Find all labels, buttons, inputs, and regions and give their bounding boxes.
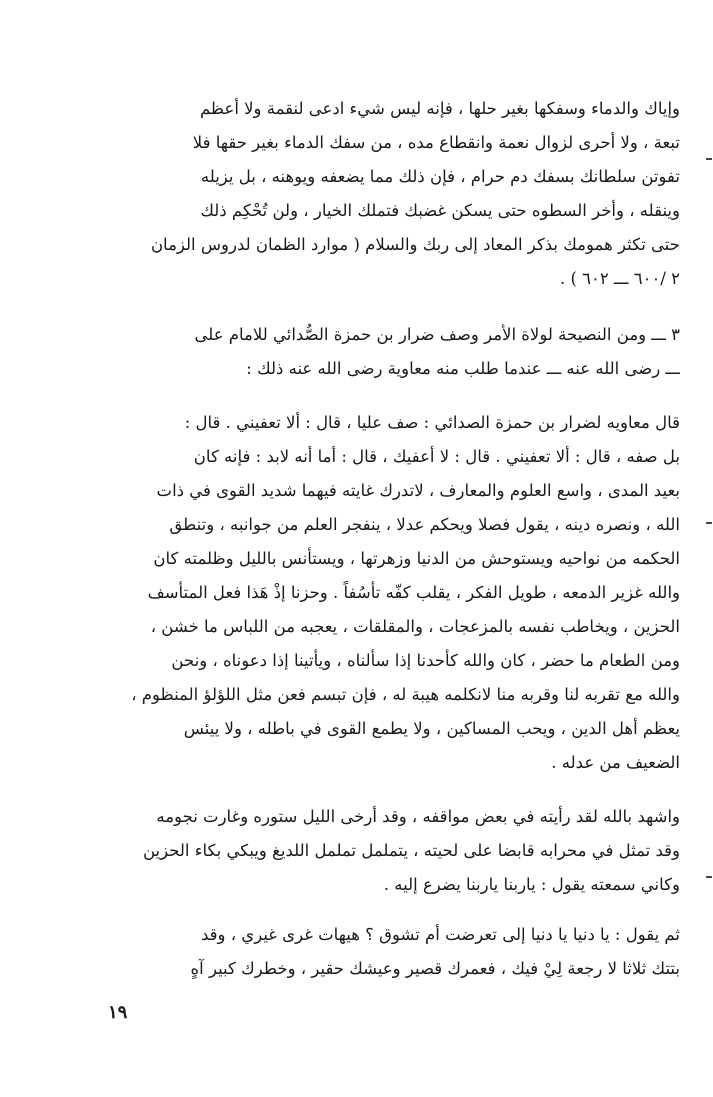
text-line: قال معاويه لضرار بن حمزة الصدائي : صف عليا ، قال : ألا تعفيني . قال : xyxy=(184,413,680,432)
text-line: ٢ /٦٠٠ ـــ ٦٠٢ ) . xyxy=(559,269,680,288)
text-line: وقد تمثل في محرابه قابضا على لحيته ، يتململ تململ اللديغ ويبكي بكاء الحزين xyxy=(142,841,680,860)
text-line: بتتك ثلاثا لا رجعة لِيْ فيك ، فعمرك قصير وعيشك حقير ، وخطرك كبير آهٍ xyxy=(190,959,680,978)
paragraph-3 xyxy=(82,406,680,780)
text-line: ومن الطعام ما حضر ، كان والله كأحدنا إذا سألناه ، ويأتينا إذا دعوناه ، ونحن xyxy=(171,651,680,670)
text-line: الضعيف من عدله . xyxy=(551,753,680,772)
text-line: الله ، ونصره دينه ، يقول فصلا ويحكم عدلا ، ينفجر العلم من جوانبه ، وتنطق xyxy=(169,515,680,534)
paragraph-4 xyxy=(82,800,680,902)
paragraph-2 xyxy=(82,318,680,386)
paragraph-5 xyxy=(82,918,680,986)
text-line: الحكمه من نواحيه ويستوحش من الدنيا وزهرتها ، ويستأنس بالليل وظلمته كان xyxy=(153,549,680,568)
paragraph-1 xyxy=(82,92,680,296)
text-line: الحزين ، ويخاطب نفسه بالمزعجات ، والمقلقات ، يعجبه من اللباس ما خشن ، xyxy=(150,617,680,636)
page-body xyxy=(82,92,680,986)
text-line: تبعة ، ولا أحرى لزوال نعمة وانقطاع مده ، من سفك الدماء بغير حقها فلا xyxy=(192,133,680,152)
margin-mark xyxy=(706,522,712,524)
text-line: ثم يقول : يا دنيا يا دنيا إلى تعرضت أم تشوق ؟ هيهات غرى غيري ، وقد xyxy=(200,925,680,944)
text-line: بعيد المدى ، واسع العلوم والمعارف ، لاتدرك غايته فيهما شديد القوى في ذات xyxy=(156,481,680,500)
text-line: يعظم أهل الدين ، ويحب المساكين ، ولا يطمع القوى في باطله ، ولا ييئس xyxy=(183,719,680,738)
text-line: والله غزير الدمعه ، طويل الفكر ، يقلب كفّه تأسُفاً . وحزنا إذْ هَذا فعل المتأسف xyxy=(147,583,680,602)
margin-mark xyxy=(706,158,712,160)
text-line: وينقله ، وأخر السطوه حتى يسكن غضبك فتملك الخيار ، ولن تُحْكِم ذلك xyxy=(200,201,680,220)
margin-mark xyxy=(706,876,712,878)
text-line: والله مع تقربه لنا وقربه منا لانكلمه هيبة له ، فإن تبسم فعن مثل اللؤلؤ المنظوم ، xyxy=(131,685,680,704)
text-line: ٣ ـــ ومن النصيحة لولاة الأمر وصف ضرار بن حمزة الصُّدائي للامام على xyxy=(194,325,680,344)
text-line: بل صفه ، قال : ألا تعفيني . قال : لا أعفيك ، قال : أما أنه لابد : فإنه كان xyxy=(193,447,680,466)
text-line: وإياك والدماء وسفكها بغير حلها ، فإنه ليس شيء ادعى لنقمة ولا أعظم xyxy=(199,99,680,118)
text-line: ـــ رضى الله عنه ـــ عندما طلب منه معاوية رضى الله عنه ذلك : xyxy=(246,359,680,378)
text-line: تفوتن سلطانك بسفك دم حرام ، فإن ذلك مما يضعفه ويوهنه ، بل يزيله xyxy=(200,167,680,186)
page-number: ١٩ xyxy=(108,1002,128,1023)
text-line: واشهد بالله لقد رأيته في بعض مواقفه ، وقد أرخى الليل ستوره وغارت نجومه xyxy=(156,807,680,826)
text-line: حتى تكثر همومك بذكر المعاد إلى ربك والسلام ( موارد الظمان لدروس الزمان xyxy=(150,235,680,254)
text-line: وكاني سمعته يقول : ياربنا ياربنا يضرع إليه . xyxy=(383,875,680,894)
